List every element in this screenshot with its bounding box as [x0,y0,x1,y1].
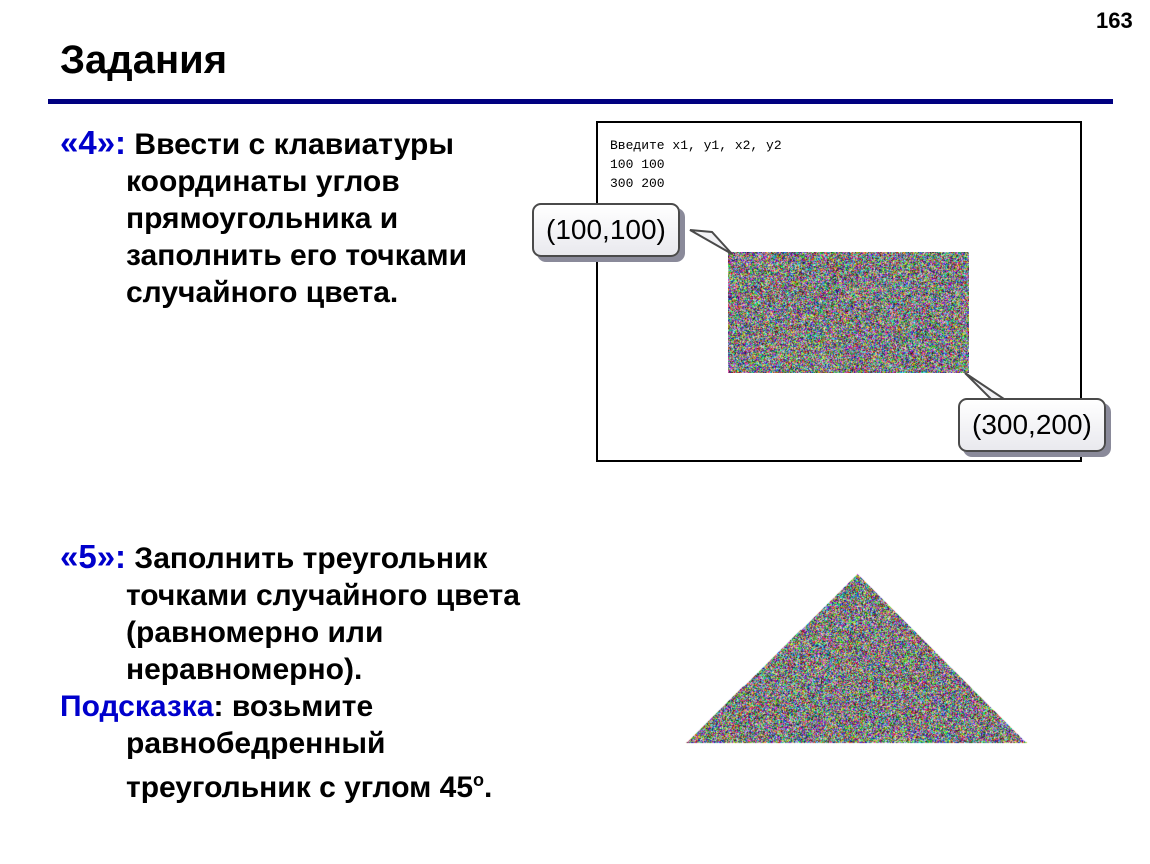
hint-line-3 [60,762,600,806]
page-number: 163 [1096,8,1133,33]
console-output [610,136,782,193]
callout-bottom-right: (300,200) [958,398,1106,452]
task-4-line-2: координаты углов [126,165,400,198]
random-color-rectangle [728,252,969,373]
task-5-line-2: точками случайного цвета [126,579,520,612]
hint-text-3: треугольник с углом 45 [126,771,474,804]
task-4-number: «4»: [60,124,127,161]
task-5 [60,538,600,806]
title-divider [48,99,1113,104]
task-4-text: Ввести с клавиатуры [134,128,454,161]
slide-title: Задания [60,38,228,82]
degree-sign: о [473,770,485,790]
hint-line-1 [60,688,600,725]
task-5-line-3: (равномерно или [126,616,384,649]
console-line: 100 100 [610,157,665,172]
task-5-line-1 [60,538,600,577]
task-4-line-4: заполнить его точками [126,239,468,272]
hint-label: Подсказка [60,690,214,723]
hint-end: . [484,771,493,804]
task-4-line-3: прямоугольника и [126,202,399,235]
task-4-line-1 [60,124,580,163]
random-color-triangle [680,566,1030,746]
task-5-text: Заполнить треугольник [134,542,488,575]
task-4-line-5: случайного цвета. [126,276,399,309]
task-5-number: «5»: [60,538,127,575]
console-line: 300 200 [610,176,665,191]
callout-top-left: (100,100) [532,203,680,257]
task-4 [60,124,580,311]
task-5-line-4: неравномерно). [126,653,363,686]
hint-line-2: равнобедренный [126,727,386,760]
hint-text: : возьмите [213,690,374,723]
console-line: Введите x1, y1, x2, y2 [610,138,782,153]
